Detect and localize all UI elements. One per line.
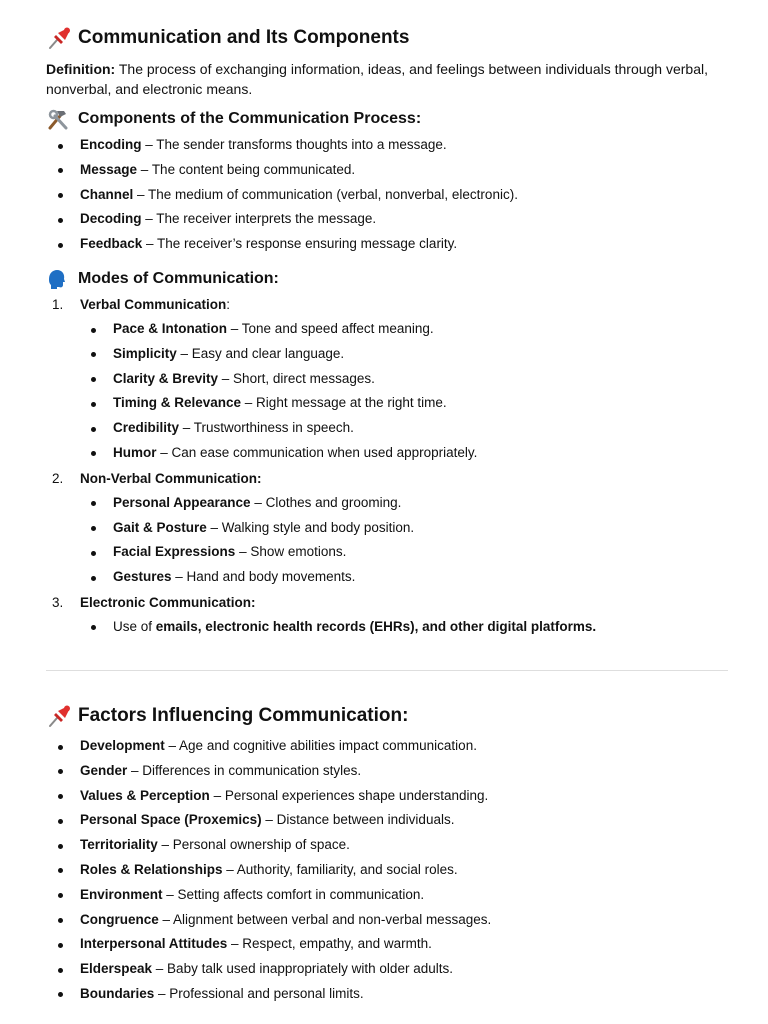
modes-heading-text: Modes of Communication: <box>78 270 279 287</box>
mode-title: Non-Verbal Communication: <box>80 470 262 486</box>
modes-list <box>0 292 768 640</box>
item-term: Gestures <box>113 569 172 585</box>
verbal-list <box>0 317 768 466</box>
list-item <box>80 883 491 908</box>
item-desc: – Baby talk used inappropriately with older adults. <box>152 961 453 977</box>
list-item <box>80 232 518 257</box>
list-item <box>80 158 518 183</box>
item-desc: – The sender transforms thoughts into a message. <box>141 137 447 152</box>
list-item <box>80 908 491 933</box>
list-item <box>80 183 518 208</box>
mode-verbal <box>0 292 768 466</box>
item-term: Timing & Relevance <box>113 395 242 411</box>
list-item <box>80 932 491 957</box>
section-title-communication <box>46 26 409 50</box>
item-term: Development <box>80 738 165 753</box>
item-term: Values & Perception <box>80 787 210 803</box>
item-term: Facial Expressions <box>113 544 236 560</box>
list-item <box>80 808 491 833</box>
item-desc: – Authority, familiarity, and social roles. <box>222 861 458 877</box>
item-desc: – Tone and speed affect meaning. <box>227 321 434 336</box>
item-desc: – The medium of communication (verbal, nonverbal, electronic). <box>133 186 518 202</box>
mode-title: Verbal Communication <box>80 297 227 312</box>
item-term: Congruence <box>80 911 159 927</box>
list-item <box>113 317 768 342</box>
item-desc: – Walking style and body position. <box>206 519 415 535</box>
item-term: Interpersonal Attitudes <box>80 936 228 952</box>
item-desc: – Trustworthiness in speech. <box>179 420 354 436</box>
list-item <box>80 784 491 809</box>
item-desc: – Personal experiences shape understanding. <box>209 787 489 803</box>
item-desc: – Personal ownership of space. <box>157 837 350 853</box>
item-term: Environment <box>80 886 163 902</box>
item-prefix: Use of <box>113 618 156 634</box>
hammer-wrench-icon <box>46 108 78 130</box>
item-desc: – Respect, empathy, and warmth. <box>227 936 432 952</box>
list-item <box>80 133 518 158</box>
item-term: Gait & Posture <box>113 519 207 535</box>
list-item <box>113 416 768 441</box>
section-title-factors <box>46 704 408 728</box>
definition-label: Definition: <box>46 61 116 77</box>
definition-text: The process of exchanging information, ideas, and feelings between individuals through verbal, nonverbal, and electronic means. <box>46 61 708 97</box>
list-item <box>80 734 491 759</box>
mode-number: 3. <box>52 594 64 610</box>
mode-title-suffix: : <box>226 297 231 312</box>
item-desc: – Right message at the right time. <box>241 395 447 411</box>
list-item <box>113 441 768 466</box>
item-term: Roles & Relationships <box>80 861 223 877</box>
item-desc: – Age and cognitive abilities impact communication. <box>164 738 477 753</box>
item-term: Feedback <box>80 236 143 252</box>
item-term: Clarity & Brevity <box>113 370 219 386</box>
item-term: Pace & Intonation <box>113 321 228 336</box>
item-term: Credibility <box>113 420 180 436</box>
factors-list <box>80 734 491 1007</box>
section-title-text: Communication and Its Components <box>78 27 410 48</box>
mode-heading <box>0 590 768 615</box>
mode-title: Electronic Communication: <box>80 594 256 610</box>
item-term: Gender <box>80 762 128 778</box>
components-heading-text: Components of the Communication Process: <box>78 110 422 127</box>
item-term: Message <box>80 161 138 177</box>
item-term: Channel <box>80 186 134 202</box>
item-desc: – The receiver interprets the message. <box>141 211 377 227</box>
item-desc: – Setting affects comfort in communication. <box>162 886 425 902</box>
item-term: Personal Space (Proxemics) <box>80 812 262 828</box>
item-desc: – Differences in communication styles. <box>127 762 362 778</box>
item-desc: – Distance between individuals. <box>261 812 455 828</box>
list-item <box>80 207 518 232</box>
item-desc: – Clothes and grooming. <box>250 494 402 510</box>
list-item <box>80 982 491 1007</box>
mode-heading <box>0 466 768 491</box>
list-item <box>113 391 768 416</box>
item-term: Territoriality <box>80 837 158 853</box>
item-term: Simplicity <box>113 345 177 361</box>
list-item <box>113 516 768 541</box>
item-term: Personal Appearance <box>113 494 251 510</box>
definition-paragraph <box>46 59 736 99</box>
item-term: Boundaries <box>80 985 155 1001</box>
mode-heading <box>0 292 768 317</box>
item-desc: – The content being communicated. <box>137 161 356 177</box>
speaking-head-icon <box>46 268 78 290</box>
components-heading <box>46 108 421 130</box>
item-desc: – Easy and clear language. <box>176 345 345 361</box>
list-item <box>113 342 768 367</box>
section-divider <box>46 670 728 671</box>
item-desc: – Alignment between verbal and non-verbal messages. <box>158 911 492 927</box>
list-item <box>113 615 768 640</box>
item-desc: – The receiver’s response ensuring message clarity. <box>142 236 458 252</box>
electronic-list <box>0 615 768 640</box>
list-item <box>113 367 768 392</box>
pushpin-icon <box>46 26 78 50</box>
modes-heading <box>46 268 279 290</box>
mode-number: 1. <box>52 297 64 312</box>
item-term: Encoding <box>80 137 142 152</box>
item-desc: – Short, direct messages. <box>218 370 375 386</box>
list-item <box>113 540 768 565</box>
item-term: Decoding <box>80 211 142 227</box>
item-desc: – Professional and personal limits. <box>154 985 364 1001</box>
item-bold: emails, electronic health records (EHRs), and other digital platforms. <box>155 618 597 634</box>
list-item <box>80 957 491 982</box>
item-desc: – Hand and body movements. <box>171 569 356 585</box>
section-title-text: Factors Influencing Communication: <box>78 705 409 726</box>
item-term: Elderspeak <box>80 961 153 977</box>
pushpin-icon <box>46 704 78 728</box>
mode-electronic <box>0 590 768 640</box>
mode-nonverbal <box>0 466 768 590</box>
list-item <box>80 833 491 858</box>
components-list <box>80 133 518 257</box>
list-item <box>80 759 491 784</box>
item-desc: – Can ease communication when used appropriately. <box>156 444 478 460</box>
list-item <box>113 565 768 590</box>
item-term: Humor <box>113 444 157 460</box>
nonverbal-list <box>0 491 768 590</box>
item-desc: – Show emotions. <box>235 544 347 560</box>
list-item <box>113 491 768 516</box>
list-item <box>80 858 491 883</box>
mode-number: 2. <box>52 470 64 486</box>
